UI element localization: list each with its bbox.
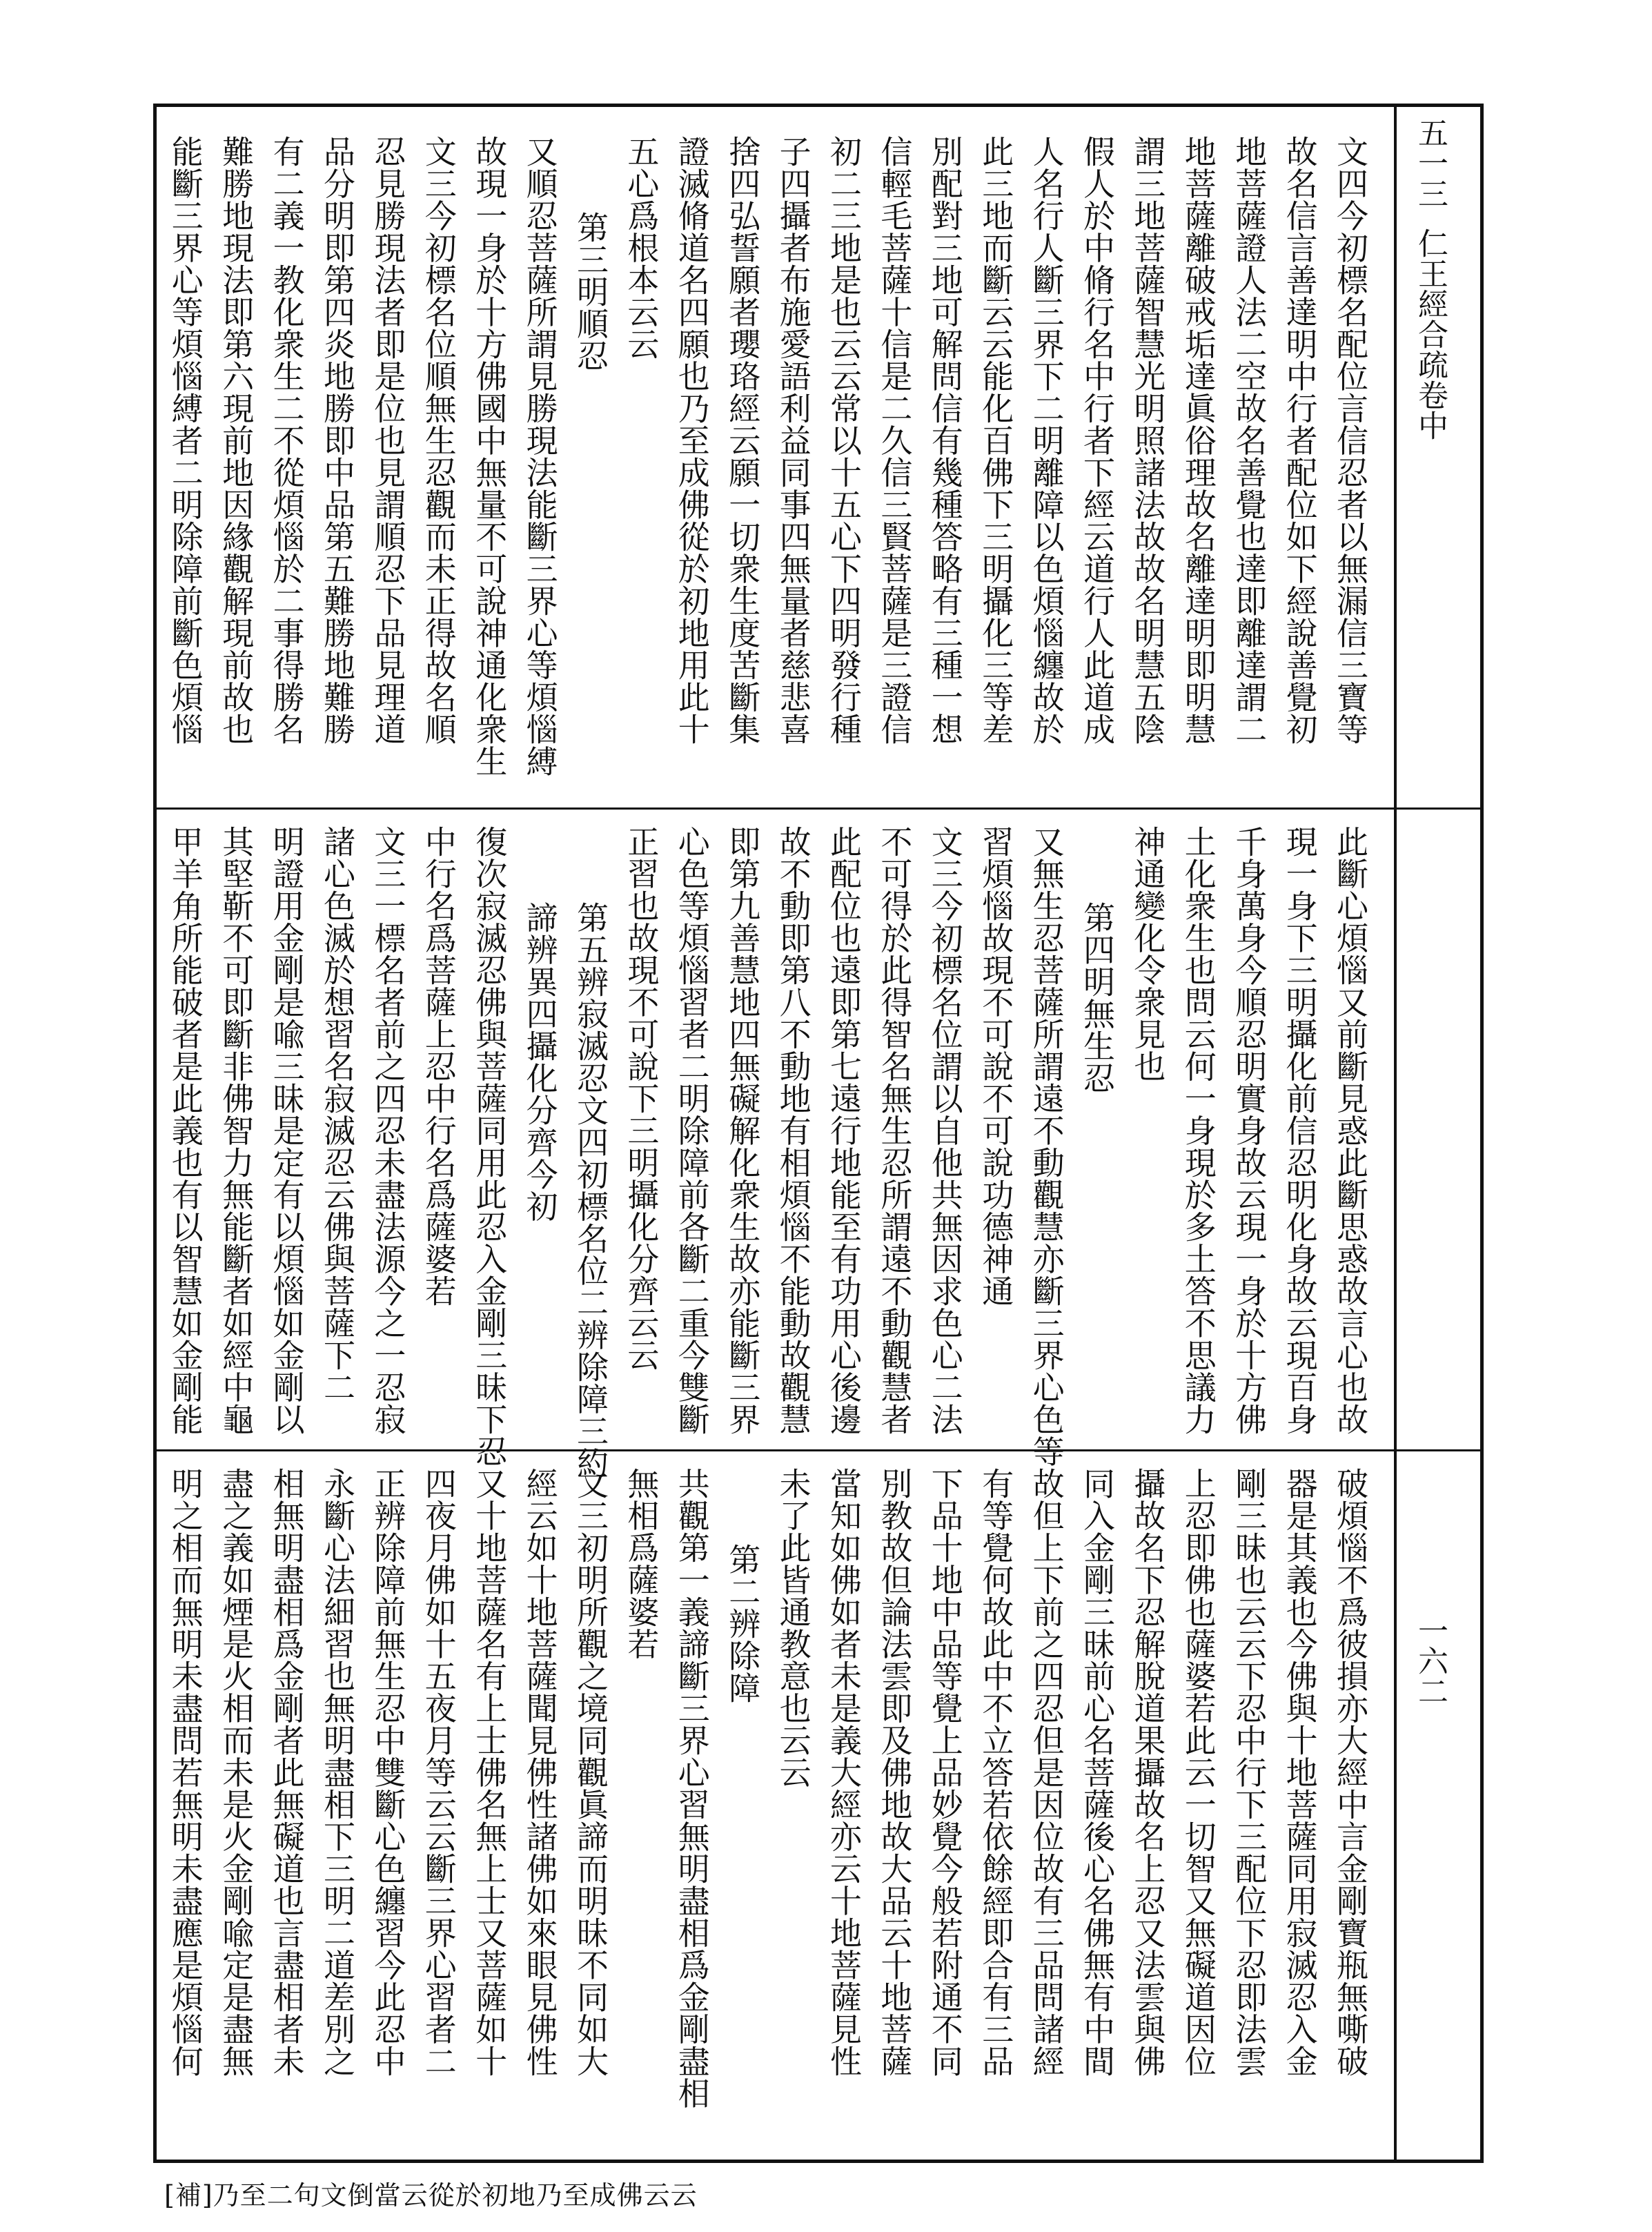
text-column: 故不動即第八不動地有相煩惱不能動故觀慧 <box>774 825 812 1436</box>
book-title: 仁王經合疏卷中 <box>1413 228 1448 440</box>
text-column: 盡之義如煙是火相而未是火金剛喩定是盡無 <box>217 1467 255 2077</box>
text-column: 證滅脩道名四願也乃至成佛從於初地用此十 <box>673 135 711 745</box>
text-column: 忍見勝現法者即是位也見謂順忍下品見理道 <box>369 135 407 745</box>
text-column: 正習也故現不可說下三明攝化分齊云云 <box>622 825 660 1371</box>
band-divider-1 <box>153 807 1484 810</box>
text-column: 別教故但論法雲即及佛地故大品云十地菩薩 <box>876 1467 914 2077</box>
text-column: 經云如十地菩薩聞見佛性諸佛如來眼見佛性 <box>521 1467 559 2077</box>
text-column: 信輕毛菩薩十信是二久信三賢菩薩是三證信 <box>876 135 914 745</box>
text-column: 第五辨寂滅忍文四初標名位二辨除障三約 <box>572 901 609 1479</box>
text-column: 文三今初標名位順無生忍觀而未正得故名順 <box>420 135 458 745</box>
text-column: 文三今初標名位謂以自他共無因求色心二法 <box>926 825 964 1436</box>
text-column: 諦辨異四攝化分齊今初 <box>521 901 559 1222</box>
text-column: 地菩薩證人法二空故名善覺也達即離達謂二 <box>1230 135 1268 745</box>
band-divider-2 <box>153 1449 1484 1451</box>
text-column: 未了此皆通教意也云云 <box>774 1467 812 1788</box>
text-column: 心色等煩惱習者二明除障前各斷二重今雙斷 <box>673 825 711 1436</box>
text-column: 故但上下前之四忍但是因位故有三品問諸經 <box>1027 1467 1065 2077</box>
text-column: 永斷心法細習也無明盡相下三明二道差別之 <box>319 1467 356 2077</box>
text-column: 即第九善慧地四無礙解化衆生故亦能斷三界 <box>724 825 762 1436</box>
text-column: 此三地而斷云云能化百佛下三明攝化三等差 <box>977 135 1015 745</box>
text-column: 習煩惱故現不可說不可說功德神通 <box>977 825 1015 1307</box>
text-column: 此斷心煩惱又前斷見惑此斷思惑故言心也故 <box>1332 825 1369 1436</box>
folio-number: 一六二 <box>1413 1615 1448 1706</box>
text-column: 攝故名下忍解脫道果攝故名上忍又法雲與佛 <box>1129 1467 1167 2077</box>
text-column: 同入金剛三昧前心名菩薩後心名佛無有中間 <box>1079 1467 1116 2077</box>
text-column: 甲羊角所能破者是此義也有以智慧如金剛能 <box>166 825 204 1436</box>
text-column: 當知如佛如者未是義大經亦云十地菩薩見性 <box>825 1467 863 2077</box>
page-label: 五一三 <box>1413 117 1448 208</box>
text-column: 無相爲薩婆若 <box>622 1467 660 1660</box>
text-column: 正辨除障前無生忍中雙斷心色纏習今此忍中 <box>369 1467 407 2077</box>
text-column: 又十地菩薩名有上士佛名無上士又菩薩如十 <box>471 1467 509 2077</box>
text-column: 文四今初標名配位言信忍者以無漏信三寶等 <box>1332 135 1369 745</box>
text-column: 品分明即第四炎地勝即中品第五難勝地難勝 <box>319 135 356 745</box>
text-column: 別配對三地可解問信有幾種答略有三種一想 <box>926 135 964 745</box>
text-column: 復次寂滅忍佛與菩薩同用此忍入金剛三昧下忍 <box>471 825 509 1467</box>
text-column: 千身萬身今順忍明實身故云現一身於十方佛 <box>1230 825 1268 1436</box>
text-column: 神通變化令衆見也 <box>1129 825 1167 1082</box>
text-column: 五心爲根本云云 <box>622 135 660 360</box>
footer-note: [補]乃至二句文倒當云從於初地乃至成佛云云 <box>164 2180 698 2211</box>
text-column: 四夜月佛如十五夜月等云云斷三界心習者二 <box>420 1467 458 2077</box>
text-column: 中行名爲菩薩上忍中行名爲薩婆若 <box>420 825 458 1307</box>
text-column: 破煩惱不爲彼損亦大經中言金剛寶瓶無嘶破 <box>1332 1467 1369 2077</box>
text-column: 文三初明所觀之境同觀眞諦而明昧不同如大 <box>572 1467 609 2077</box>
text-column: 明證用金剛是喩三昧是定有以煩惱如金剛以 <box>268 825 306 1436</box>
text-column: 現一身下三明攝化前信忍明化身故云現百身 <box>1281 825 1319 1436</box>
text-column: 難勝地現法即第六現前地因緣觀解現前故也 <box>217 135 255 745</box>
text-column: 地菩薩離破戒垢達眞俗理故名離達明即明慧 <box>1179 135 1217 745</box>
text-column: 初二三地是也云云常以十五心下四明發行種 <box>825 135 863 745</box>
text-column: 土化衆生也問云何一身現於多土答不思議力 <box>1179 825 1217 1436</box>
text-column: 明之相而無明未盡問若無明未盡應是煩惱何 <box>166 1467 204 2077</box>
text-column: 故名信言善達明中行者配位如下經說善覺初 <box>1281 135 1319 745</box>
text-column: 假人於中脩行名中行者下經云道行人此道成 <box>1079 135 1116 745</box>
text-column: 不可得於此得智名無生忍所謂遠不動觀慧者 <box>876 825 914 1436</box>
text-column: 相無明盡相爲金剛者此無礙道也言盡相者未 <box>268 1467 306 2077</box>
text-column: 第二辨除障 <box>724 1543 762 1704</box>
text-column: 捨四弘誓願者瓔珞經云願一切衆生度苦斷集 <box>724 135 762 745</box>
text-column: 諸心色滅於想習名寂滅忍云佛與菩薩下二 <box>319 825 356 1403</box>
text-column: 此配位也遠即第七遠行地能至有功用心後邊 <box>825 825 863 1436</box>
text-column: 又無生忍菩薩所謂遠不動觀慧亦斷三界心色等 <box>1027 825 1065 1467</box>
text-column: 能斷三界心等煩惱縛者二明除障前斷色煩惱 <box>166 135 204 745</box>
text-column: 有等覺何故此中不立答若依餘經即合有三品 <box>977 1467 1015 2077</box>
text-column: 文三一標名者前之四忍未盡法源今之一忍寂 <box>369 825 407 1436</box>
margin-rule <box>1394 104 1397 2163</box>
text-column: 有二義一教化衆生二不從煩惱於二事得勝名 <box>268 135 306 745</box>
text-column: 又順忍菩薩所謂見勝現法能斷三界心等煩惱縛 <box>521 135 559 777</box>
text-column: 故現一身於十方佛國中無量不可說神通化衆生 <box>471 135 509 777</box>
text-column: 第四明無生忍 <box>1079 901 1116 1094</box>
text-column: 剛三昧也云云下忍中行下三配位下忍即法雲 <box>1230 1467 1268 2077</box>
text-column: 上忍即佛也薩婆若此云一切智又無礙道因位 <box>1179 1467 1217 2077</box>
text-column: 謂三地菩薩智慧光明照諸法故故名明慧五陰 <box>1129 135 1167 745</box>
text-column: 其堅靳不可即斷非佛智力無能斷者如經中龜 <box>217 825 255 1436</box>
text-column: 第三明順忍 <box>572 211 609 372</box>
text-column: 器是其義也今佛與十地菩薩同用寂滅忍入金 <box>1281 1467 1319 2077</box>
text-column: 子四攝者布施愛語利益同事四無量者慈悲喜 <box>774 135 812 745</box>
text-column: 下品十地中品等覺上品妙覺今般若附通不同 <box>926 1467 964 2077</box>
text-column: 共觀第一義諦斷三界心習無明盡相爲金剛盡相 <box>673 1467 711 2109</box>
text-column: 人名行人斷三界下二明離障以色煩惱纏故於 <box>1027 135 1065 745</box>
